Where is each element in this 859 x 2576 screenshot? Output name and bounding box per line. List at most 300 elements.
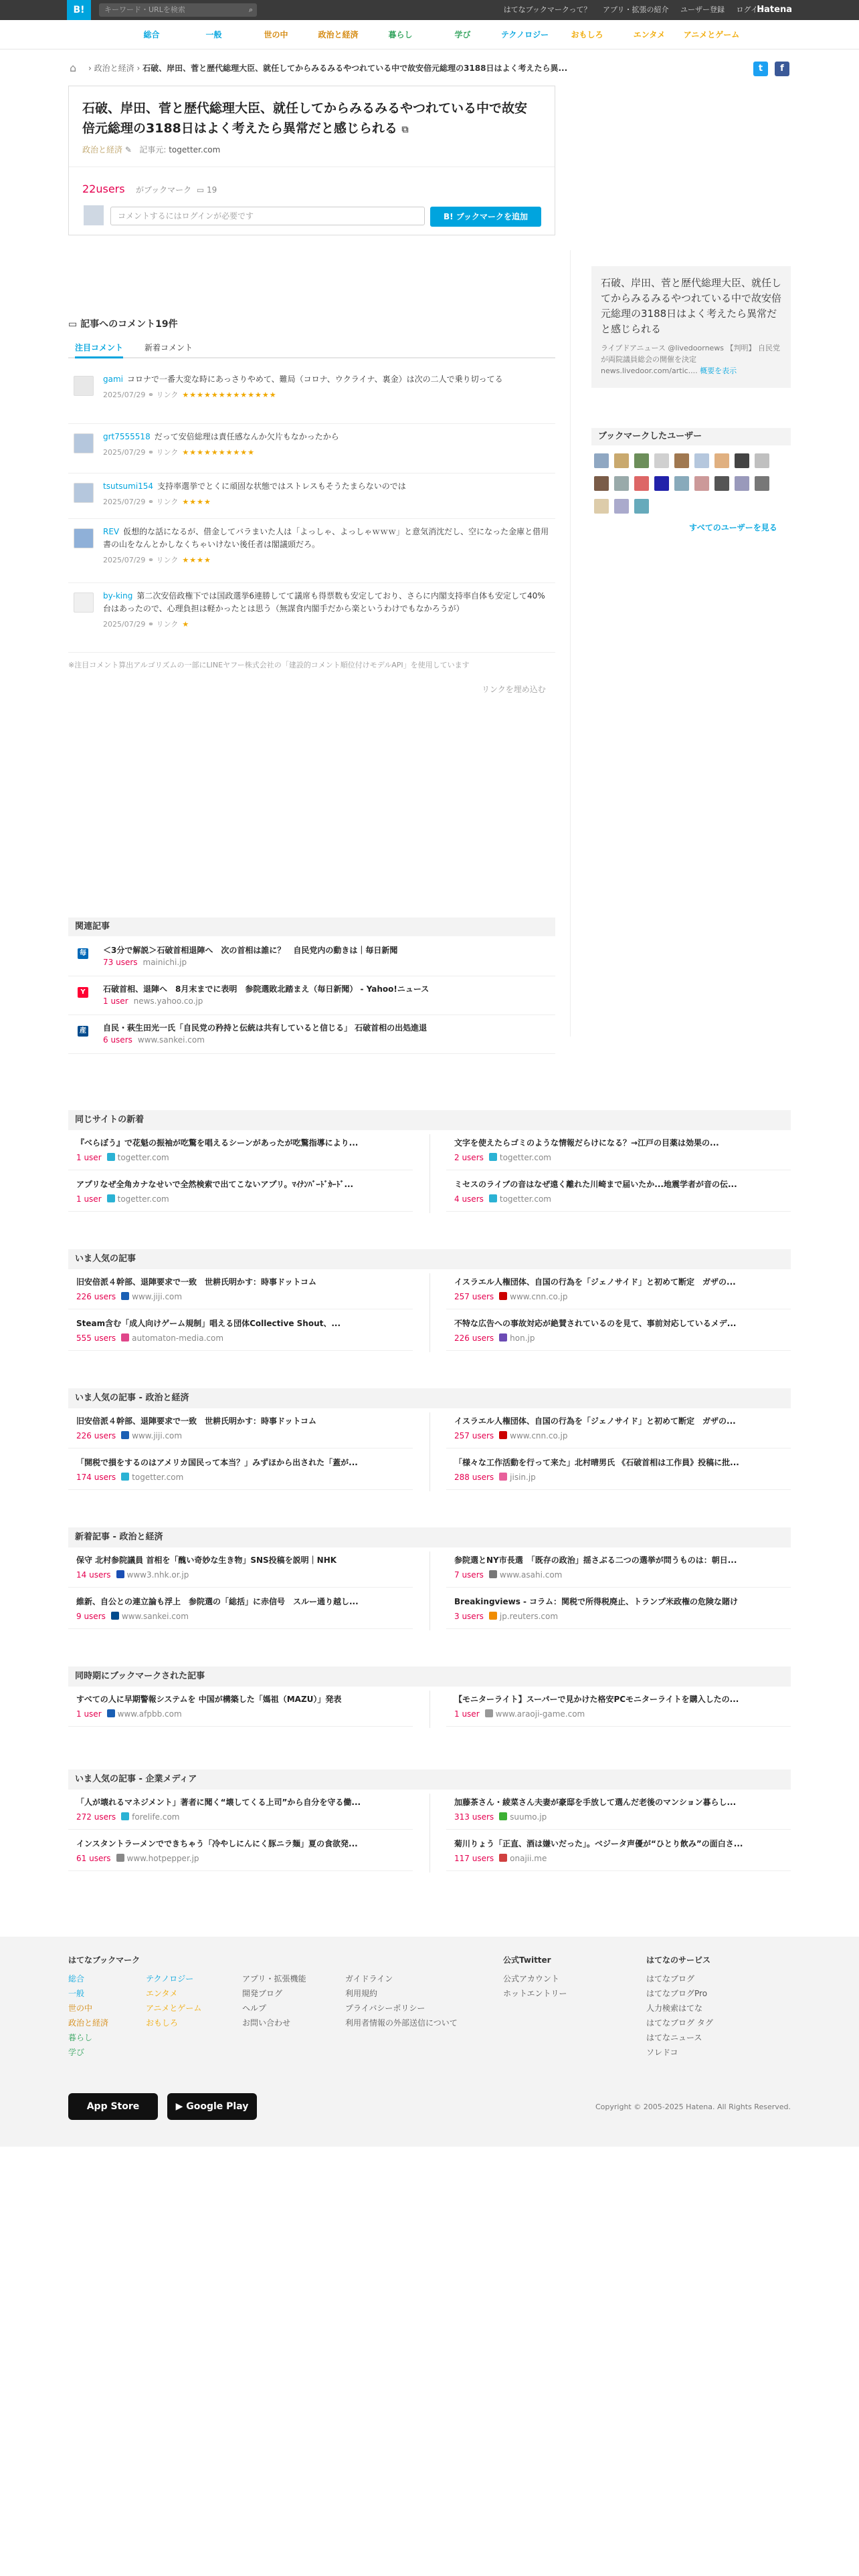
article-users[interactable]: 272 users [76, 1812, 116, 1822]
comment-user[interactable]: gami [103, 374, 123, 384]
comment-date[interactable]: 2025/07/29 [103, 391, 146, 399]
article-card[interactable] [446, 1547, 791, 1588]
comment-date[interactable]: 2025/07/29 [103, 620, 146, 629]
avatar[interactable] [74, 528, 94, 548]
category-2[interactable]: 世の中 [264, 30, 288, 39]
footer-link[interactable]: おもしろ [146, 2018, 179, 2028]
footer-services-col [646, 1953, 710, 1971]
article-card[interactable] [446, 1311, 791, 1351]
footer-services-links [646, 1971, 713, 2060]
article-card[interactable] [68, 1831, 413, 1871]
article-card[interactable] [68, 1130, 413, 1170]
favicon-icon [116, 1570, 124, 1578]
article-users[interactable]: 1 user [454, 1709, 480, 1719]
article-section [68, 1110, 791, 1217]
comment-body [103, 480, 551, 508]
article-users[interactable]: 555 users [76, 1333, 116, 1343]
article-section [68, 1769, 791, 1876]
article-users[interactable]: 3 users [454, 1612, 484, 1621]
section-heading: いま人気の記事 - 企業メディア [68, 1769, 791, 1790]
avatar[interactable] [654, 476, 669, 491]
article-grid [68, 1687, 791, 1732]
article-title[interactable]: 【モニターライト】スーパーで見かけた格安PCモニターライトを購入したの... [454, 1695, 739, 1704]
footer-link[interactable]: 公式アカウント [503, 1974, 559, 1983]
article-card[interactable] [68, 1687, 413, 1727]
hatena-brand[interactable]: Hatena [757, 5, 792, 15]
footer-categories-a [68, 1971, 108, 2060]
comment-body [103, 431, 551, 459]
related-title[interactable]: 自民・萩生田光一氏「自民党の矜持と伝統は共有していると信じる」 石破首相の出処進退 [103, 1023, 427, 1033]
entry-source[interactable]: togetter.com [169, 145, 221, 154]
summary-text: ライブドアニュース @livedoornews 【判明】 自民党が両院議員総会の開催を決定 news.livedoor.com/artic.... 概要を表示 [601, 344, 781, 375]
category-5[interactable]: 学び [454, 30, 471, 39]
article-title[interactable]: 旧安倍派４幹部、退陣要求で一致 世耕氏明かす：時事ドットコム [76, 1416, 317, 1426]
comment-input[interactable]: コメントするにはログインが必要です [110, 207, 425, 225]
article-meta [454, 1812, 547, 1822]
article-title[interactable]: 参院選とNY市長選 「既存の政治」揺さぶる二つの選挙が問うものは：朝日... [454, 1555, 737, 1565]
related-meta [103, 996, 203, 1006]
article-title[interactable]: 文字を使えたらゴミのような情報だらけになる？→江戸の目薬は効果の... [454, 1138, 719, 1148]
entry-summary-card [591, 266, 791, 388]
category-6[interactable]: テクノロジー [500, 30, 549, 39]
article-meta [76, 1431, 182, 1440]
comment-user[interactable]: REV [103, 527, 120, 536]
avatar[interactable] [735, 476, 749, 491]
related-users[interactable]: 1 user [103, 996, 128, 1006]
star-rating[interactable]: ★★★★ [182, 556, 211, 564]
related-domain[interactable]: news.yahoo.co.jp [133, 996, 203, 1006]
footer-twitter-col [503, 1953, 551, 1971]
article-card[interactable] [446, 1790, 791, 1830]
article-domain[interactable]: togetter.com [499, 1194, 551, 1204]
breadcrumb: ⌂ › 政治と経済 › 石破、岸田、菅と歴代総理大臣、就任してからみるみるやつれている中で故安倍元総理の3188日はよく考えたら異... t f [70, 60, 792, 76]
article-users[interactable]: 14 users [76, 1570, 111, 1580]
comment-user[interactable]: grt7555518 [103, 432, 151, 441]
source-label: 記事元 [139, 145, 164, 154]
section-heading: 同じサイトの新着 [68, 1110, 791, 1130]
article-users[interactable]: 226 users [76, 1431, 116, 1440]
avatar[interactable] [634, 476, 649, 491]
favicon-icon [489, 1612, 497, 1620]
article-card[interactable] [446, 1408, 791, 1448]
article-title[interactable]: すべての人に早期警報システムを 中国が構築した「媽祖（MAZU）」発表 [76, 1695, 342, 1704]
avatar[interactable] [755, 453, 769, 468]
comment-info: 2025/07/29 ⚭ リンク ★ [103, 620, 190, 629]
star-rating[interactable]: ★★★★ [182, 498, 211, 506]
favicon-icon [121, 1812, 129, 1820]
apps-link[interactable]: アプリ・拡張の紹介 [602, 5, 669, 14]
article-domain[interactable]: jp.reuters.com [499, 1612, 559, 1621]
article-domain[interactable]: www.afpbb.com [117, 1709, 182, 1719]
avatar[interactable] [694, 476, 709, 491]
article-meta [454, 1194, 551, 1204]
comment-text: 支持率選挙でとくに頑固な状態ではストレスもそうたまらないのでは [157, 481, 406, 491]
article-users[interactable]: 1 user [76, 1194, 102, 1204]
article-domain[interactable]: jisin.jp [510, 1473, 536, 1482]
article-users[interactable]: 2 users [454, 1153, 484, 1162]
article-title[interactable]: 保守 北村参院議員 首相を「醜い奇妙な生き物」SNS投稿を説明｜NHK [76, 1555, 337, 1565]
avatar[interactable] [654, 453, 669, 468]
article-title[interactable]: イスラエル人権団体、自国の行為を「ジェノサイド」と初めて断定 ガザの... [454, 1277, 736, 1287]
category-3[interactable]: 政治と経済 [318, 30, 359, 39]
entry-meta: 政治と経済 ✎ 記事元: togetter.com [82, 145, 221, 154]
article-meta [76, 1194, 169, 1204]
avatar[interactable] [614, 499, 629, 514]
app-store-button[interactable]: App Store [68, 2093, 158, 2120]
article-title[interactable]: Steam含む「成人向けゲーム規制」唱える団体Collective Shout、... [76, 1319, 341, 1328]
category-nav [0, 20, 859, 49]
footer-link[interactable]: アニメとゲーム [146, 2004, 202, 2013]
search-icon[interactable]: ⌕ [248, 5, 253, 14]
article-card[interactable] [68, 1408, 413, 1448]
article-domain[interactable]: www.sankei.com [121, 1612, 189, 1621]
article-users[interactable]: 9 users [76, 1612, 106, 1621]
article-domain[interactable]: automaton-media.com [132, 1333, 224, 1343]
favicon-icon [111, 1612, 119, 1620]
article-title[interactable]: アプリなぜ全角カナなせいで全然検索で出てこないアプリ。ﾏｲﾅﾝﾊﾞｰﾄﾞｶｰﾄﾞ... [76, 1180, 354, 1189]
article-title[interactable]: 旧安倍派４幹部、退陣要求で一致 世耕氏明かす：時事ドットコム [76, 1277, 317, 1287]
comment-item [68, 519, 555, 583]
star-rating[interactable]: ★★★★★★★★★★ [182, 448, 256, 457]
entry-box [68, 86, 555, 235]
related-meta [103, 958, 187, 967]
article-domain[interactable]: www.jiji.com [132, 1431, 183, 1440]
related-users[interactable]: 6 users [103, 1035, 132, 1045]
favicon-icon [499, 1812, 507, 1820]
comment-info: 2025/07/29 ⚭ リンク ★★★★ [103, 556, 211, 564]
article-grid [68, 1408, 791, 1495]
footer-link[interactable]: お問い合わせ [242, 2018, 291, 2028]
entry-category[interactable]: 政治と経済 [82, 145, 123, 154]
related-users[interactable]: 73 users [103, 958, 138, 967]
footer-link[interactable]: 利用規約 [345, 1989, 378, 1998]
avatar[interactable] [634, 499, 649, 514]
article-title[interactable]: 不特な広告への事故対応が絶賛されているのを見て、事前対応しているメデ... [454, 1319, 737, 1328]
footer-link[interactable]: 利用者情報の外部送信について [345, 2018, 458, 2028]
article-users[interactable]: 257 users [454, 1292, 494, 1301]
article-title[interactable]: 加藤茶さん・綾菜さん夫妻が豪邸を手放して選んだ老後のマンション暮らし... [454, 1798, 737, 1807]
article-card[interactable] [68, 1547, 413, 1588]
footer-link[interactable]: 総合 [68, 1974, 85, 1983]
article-users[interactable]: 1 user [76, 1709, 102, 1719]
avatar[interactable] [714, 453, 729, 468]
footer-link[interactable]: テクノロジー [146, 1974, 194, 1983]
breadcrumb-title: 石破、岸田、菅と歴代総理大臣、就任してからみるみるやつれている中で故安倍元総理の3188日はよく考えたら異... [142, 64, 568, 73]
article-domain[interactable]: togetter.com [117, 1153, 169, 1162]
footer-link[interactable]: はてなニュース [646, 2033, 702, 2042]
footer-link[interactable]: 世の中 [68, 2004, 93, 2013]
comment-body [103, 526, 551, 566]
article-card[interactable] [446, 1130, 791, 1170]
favicon-icon [499, 1333, 507, 1341]
category-1[interactable]: 一般 [205, 30, 222, 39]
related-heading: 関連記事 [68, 918, 555, 936]
article-meta [454, 1431, 567, 1440]
bookmark-user-icons [594, 453, 788, 522]
comment-user[interactable]: tsutsumi154 [103, 481, 154, 491]
footer-link[interactable]: はてなブログPro [646, 1989, 708, 1998]
article-domain[interactable]: forelife.com [132, 1812, 180, 1822]
article-meta [76, 1612, 189, 1621]
tab-featured-comments[interactable]: 注目コメント [75, 338, 123, 358]
article-title[interactable]: 維新、自公との連立論も浮上 参院選の「総括」に赤信号 スルー通り越し... [76, 1597, 359, 1606]
favicon-icon [107, 1709, 115, 1717]
related-domain[interactable]: mainichi.jp [142, 958, 187, 967]
users-count[interactable]: 22users [82, 183, 125, 195]
comment-body [103, 373, 551, 401]
avatar[interactable] [614, 453, 629, 468]
footer-link[interactable]: エンタメ [146, 1989, 178, 1998]
comment-date[interactable]: 2025/07/29 [103, 448, 146, 457]
category-4[interactable]: 暮らし [388, 30, 413, 39]
footer-links-b [345, 1971, 458, 2030]
favicon-icon [107, 1194, 115, 1202]
article-title[interactable]: ミセスのライブの音はなぜ遠く離れた川崎まで届いたか...地震学者が音の伝... [454, 1180, 737, 1189]
article-users[interactable]: 117 users [454, 1854, 494, 1863]
article-title[interactable]: 「人が壊れるマネジメント」著者に聞く“壊してくる上司”から自分を守る働... [76, 1798, 361, 1807]
article-card[interactable] [68, 1269, 413, 1309]
avatar[interactable] [674, 453, 689, 468]
related-title[interactable]: 石破首相、退陣へ 8月末までに表明 参院選敗北踏まえ（毎日新聞） - Yahoo!ニュース [103, 984, 430, 994]
star-rating[interactable]: ★ [182, 620, 190, 629]
article-domain[interactable]: www3.nhk.or.jp [126, 1570, 189, 1580]
home-icon[interactable]: ⌂ [70, 62, 77, 74]
entry-title[interactable]: 石破、岸田、菅と歴代総理大臣、就任してからみるみるやつれている中で故安倍元総理の3188日はよく考えたら異常だと感じられる ⧉ [82, 101, 528, 136]
facebook-share-icon[interactable]: f [775, 62, 789, 76]
article-users[interactable]: 174 users [76, 1473, 116, 1482]
site-icon: 産 [78, 1026, 88, 1037]
article-users[interactable]: 226 users [454, 1333, 494, 1343]
comment-link[interactable]: リンク [156, 448, 179, 457]
category-9[interactable]: アニメとゲーム [683, 30, 740, 39]
favicon-icon [489, 1153, 497, 1161]
related-item[interactable] [68, 939, 555, 976]
avatar[interactable] [74, 376, 94, 396]
article-card[interactable] [68, 1311, 413, 1351]
footer-link[interactable]: ガイドライン [345, 1974, 393, 1983]
avatar[interactable] [594, 453, 609, 468]
footer-link[interactable]: 政治と経済 [68, 2018, 109, 2028]
footer-link[interactable]: ホットエントリー [503, 1989, 567, 1998]
article-card[interactable] [68, 1589, 413, 1629]
article-meta [76, 1854, 199, 1863]
favicon-icon [499, 1292, 507, 1300]
favicon-icon [121, 1431, 129, 1439]
show-summary-link[interactable]: 概要を表示 [700, 366, 737, 375]
footer-link[interactable]: 人力検索はてな [646, 2004, 703, 2013]
comment-link[interactable]: リンク [156, 391, 179, 399]
article-card[interactable] [446, 1172, 791, 1212]
related-title[interactable]: ＜3分で解説＞石破首相退陣へ 次の首相は誰に？ 自民党内の動きは｜毎日新聞 [103, 946, 398, 955]
section-heading: 新着記事 - 政治と経済 [68, 1527, 791, 1547]
avatar[interactable] [674, 476, 689, 491]
footer-bookmark-col [68, 1953, 140, 1971]
footer-link[interactable]: 一般 [68, 1989, 85, 1998]
article-section [68, 1527, 791, 1634]
footer-link[interactable]: 開発ブログ [242, 1989, 283, 1998]
section-heading: いま人気の記事 - 政治と経済 [68, 1388, 791, 1408]
external-link-icon[interactable]: ⧉ [401, 124, 409, 135]
signup-link[interactable]: ユーザー登録 [680, 5, 725, 14]
article-users[interactable]: 1 user [76, 1153, 102, 1162]
article-domain[interactable]: hon.jp [510, 1333, 535, 1343]
article-card[interactable] [68, 1790, 413, 1830]
favicon-icon [121, 1292, 129, 1300]
article-card[interactable] [446, 1831, 791, 1871]
article-card[interactable] [446, 1269, 791, 1309]
article-meta [76, 1292, 182, 1301]
article-meta [76, 1473, 183, 1482]
hatena-bookmark-logo[interactable]: B! [67, 0, 91, 20]
login-link[interactable]: ログイン [736, 5, 765, 14]
article-grid [68, 1130, 791, 1217]
related-item[interactable] [68, 1016, 555, 1054]
related-domain[interactable]: www.sankei.com [137, 1035, 205, 1045]
avatar[interactable] [74, 593, 94, 613]
article-users[interactable]: 226 users [76, 1292, 116, 1301]
twitter-heading: 公式Twitter [503, 1955, 551, 1965]
favicon-icon [121, 1473, 129, 1481]
footer-links-a [242, 1971, 306, 2030]
star-rating[interactable]: ★★★★★★★★★★★★★ [182, 391, 277, 399]
avatar[interactable] [594, 499, 609, 514]
avatar[interactable] [594, 476, 609, 491]
favicon-icon [121, 1333, 129, 1341]
article-title[interactable]: 「開税で損をするのはアメリカ国民って本当？」みずほから出された「蓋が... [76, 1458, 358, 1467]
google-play-button[interactable]: ▶ Google Play [167, 2093, 257, 2120]
article-domain[interactable]: www.cnn.co.jp [510, 1431, 568, 1440]
algorithm-notice: ※注目コメント算出アルゴリズムの一部にLINEヤフー株式会社の「建設的コメント順位付けモデルAPI」を使用しています [68, 661, 470, 669]
comment-text: 第二次安倍政権下では国政選挙6連勝してて議席も得票数も安定しており、さらに内閣支持率自体も安定して40%台はあったので、心理負担は軽かったとは思う（無謀食内閣手だから楽というわけでもなかろうが） [103, 591, 545, 613]
footer-link[interactable]: はてなブログ [646, 1974, 695, 1983]
article-card[interactable] [446, 1589, 791, 1629]
avatar[interactable] [735, 453, 749, 468]
article-card[interactable] [446, 1450, 791, 1490]
footer-link[interactable]: 学び [68, 2048, 85, 2057]
article-domain[interactable]: www.jiji.com [132, 1292, 183, 1301]
comment-icon: ▭ [196, 185, 205, 195]
article-title[interactable]: 「様々な工作活動を行って来た」北村晴男氏 《石破首相は工作員》投稿に批... [454, 1458, 739, 1467]
comment-tabs [68, 338, 555, 358]
avatar[interactable] [74, 433, 94, 453]
article-users[interactable]: 4 users [454, 1194, 484, 1204]
footer-link[interactable]: ソレドコ [646, 2048, 678, 2057]
all-users-link[interactable]: すべてのユーザーを見る [689, 523, 777, 532]
comments-heading: ▭ 記事へのコメント19件 [68, 319, 178, 330]
footer-categories-b [146, 1971, 201, 2030]
footer-link[interactable]: ヘルプ [242, 2004, 267, 2013]
bookmark-count: がブックマーク ▭ 19 [136, 185, 217, 195]
comment-item [68, 424, 555, 473]
article-meta [76, 1812, 180, 1822]
article-meta [454, 1709, 585, 1719]
avatar[interactable] [755, 476, 769, 491]
comment-user[interactable]: by-king [103, 591, 133, 601]
search-input[interactable] [99, 3, 257, 17]
favicon-icon [485, 1709, 493, 1717]
add-bookmark-button[interactable]: B! ブックマークを追加 [430, 207, 541, 227]
comment-text: コロナで一番大変な時にあっさりやめて、難局（コロナ、ウクライナ、裏金）は次の二人で乗り切ってる [127, 374, 503, 384]
avatar[interactable] [74, 483, 94, 503]
about-link[interactable]: はてなブックマークって？ [503, 5, 591, 14]
avatar [84, 205, 104, 225]
article-users[interactable]: 257 users [454, 1431, 494, 1440]
article-domain[interactable]: togetter.com [132, 1473, 184, 1482]
article-users[interactable]: 313 users [454, 1812, 494, 1822]
article-domain[interactable]: www.araoji-game.com [495, 1709, 585, 1719]
article-domain[interactable]: togetter.com [117, 1194, 169, 1204]
article-grid [68, 1269, 791, 1356]
footer-link[interactable]: アプリ・拡張機能 [242, 1974, 306, 1983]
article-title[interactable]: インスタントラーメンでできちゃう「冷やしにんにく豚ニラ麺」夏の食欲発... [76, 1839, 358, 1848]
article-grid [68, 1790, 791, 1876]
summary-title[interactable]: 石破、岸田、菅と歴代総理大臣、就任してからみるみるやつれている中で故安倍元総理の3188日はよく考えたら異常だと感じられる [601, 277, 782, 335]
favicon-icon [116, 1854, 124, 1862]
footer-twitter-links [503, 1971, 567, 2001]
avatar[interactable] [694, 453, 709, 468]
article-domain[interactable]: www.asahi.com [499, 1570, 563, 1580]
article-card[interactable] [68, 1172, 413, 1212]
footer-link[interactable]: 暮らし [68, 2033, 93, 2042]
article-card[interactable] [446, 1687, 791, 1727]
avatar[interactable] [614, 476, 629, 491]
article-title[interactable]: Breakingviews - コラム：関税で所得税廃止、トランプ米政権の危険な賭け [454, 1597, 739, 1606]
article-meta [454, 1570, 562, 1580]
favicon-icon [489, 1194, 497, 1202]
article-domain[interactable]: www.cnn.co.jp [510, 1292, 568, 1301]
article-meta [76, 1570, 189, 1580]
comment-link[interactable]: リンク [156, 620, 179, 629]
category-0[interactable]: 総合 [143, 30, 160, 39]
related-item[interactable] [68, 978, 555, 1015]
comment-date[interactable]: 2025/07/29 [103, 556, 146, 564]
article-users[interactable]: 288 users [454, 1473, 494, 1482]
article-domain[interactable]: www.hotpepper.jp [126, 1854, 199, 1863]
article-card[interactable] [68, 1450, 413, 1490]
footer-link[interactable]: はてなブログ タグ [646, 2018, 713, 2028]
comment-date[interactable]: 2025/07/29 [103, 498, 146, 506]
comment-link[interactable]: リンク [156, 556, 179, 564]
article-meta [454, 1333, 535, 1343]
article-domain[interactable]: suumo.jp [510, 1812, 547, 1822]
article-domain[interactable]: onajii.me [510, 1854, 547, 1863]
comment-text: だって安倍総理は責任感なんか欠片もなかったから [154, 432, 339, 441]
breadcrumb-category[interactable]: 政治と経済 [94, 64, 134, 73]
twitter-share-icon[interactable]: t [753, 62, 768, 76]
tab-new-comments[interactable]: 新着コメント [145, 343, 193, 352]
comment-info: 2025/07/29 ⚭ リンク ★★★★ [103, 498, 211, 506]
comment-item [68, 473, 555, 519]
article-title[interactable]: 菊川りょう「正直、酒は嫌いだった」。ベジータ声優が“ひとり飲み”の面白さ... [454, 1839, 743, 1848]
favicon-icon [499, 1473, 507, 1481]
search-placeholder: キーワード・URLを検索 [104, 5, 185, 14]
category-7[interactable]: おもしろ [571, 30, 603, 39]
article-title[interactable]: イスラエル人権団体、自国の行為を「ジェノサイド」と初めて断定 ガザの... [454, 1416, 736, 1426]
article-domain[interactable]: togetter.com [499, 1153, 551, 1162]
comment-link[interactable]: リンク [156, 498, 179, 506]
category-8[interactable]: エンタメ [633, 30, 666, 39]
avatar[interactable] [714, 476, 729, 491]
embed-link[interactable]: リンクを埋め込む [482, 685, 546, 694]
article-meta [454, 1473, 536, 1482]
article-users[interactable]: 61 users [76, 1854, 111, 1863]
article-users[interactable]: 7 users [454, 1570, 484, 1580]
article-title[interactable]: 『べらぼう』で花魁の振袖が吃驚を唱えるシーンがあったが吃驚指導により... [76, 1138, 359, 1148]
footer-link[interactable]: プライバシーポリシー [345, 2004, 425, 2013]
avatar[interactable] [634, 453, 649, 468]
article-section [68, 1667, 791, 1732]
footer-heading: はてなブックマーク [68, 1955, 140, 1965]
